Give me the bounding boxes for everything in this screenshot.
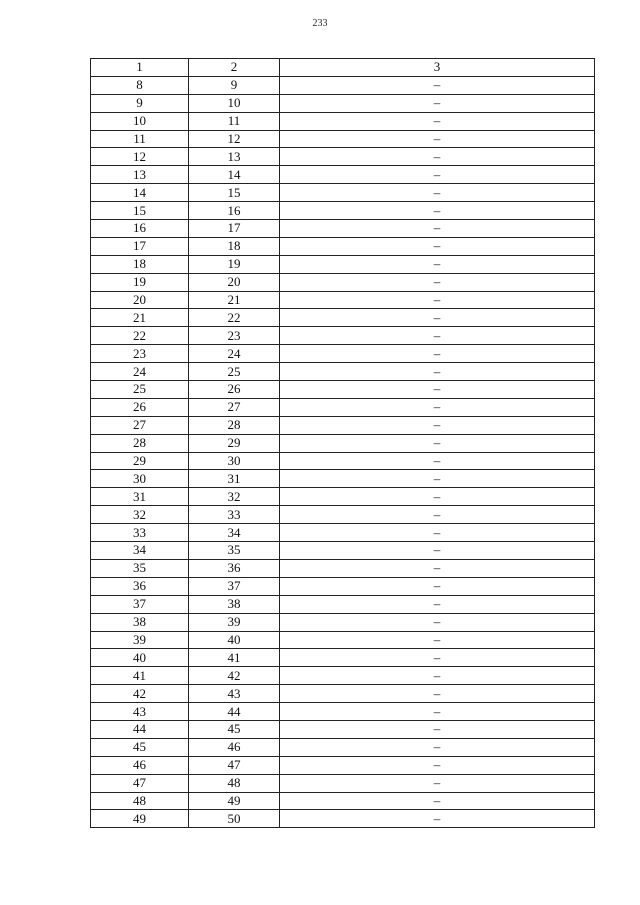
table-cell-col-2: 26: [189, 381, 280, 399]
table-cell-col-3: –: [280, 237, 595, 255]
table-cell-col-1: 47: [91, 774, 189, 792]
table-row: [91, 434, 595, 452]
table-row: [91, 470, 595, 488]
table-cell-col-2: 16: [189, 202, 280, 220]
table-cell-col-2: 38: [189, 595, 280, 613]
table-cell-col-1: 21: [91, 309, 189, 327]
column-header-2: 2: [189, 59, 280, 77]
table-cell-col-3: –: [280, 667, 595, 685]
table-row: [91, 577, 595, 595]
table-cell-col-2: 18: [189, 237, 280, 255]
table-cell-col-1: 36: [91, 577, 189, 595]
table-cell-col-1: 10: [91, 112, 189, 130]
table-row: [91, 559, 595, 577]
table-cell-col-1: 11: [91, 130, 189, 148]
table-row: [91, 613, 595, 631]
table-row: [91, 220, 595, 238]
table-cell-col-1: 41: [91, 667, 189, 685]
table-cell-col-3: –: [280, 470, 595, 488]
table-cell-col-1: 9: [91, 94, 189, 112]
table-cell-col-3: –: [280, 291, 595, 309]
table-cell-col-1: 24: [91, 363, 189, 381]
table-row: [91, 488, 595, 506]
table-cell-col-2: 43: [189, 685, 280, 703]
table-row: [91, 595, 595, 613]
table-cell-col-2: 36: [189, 559, 280, 577]
table-cell-col-2: 35: [189, 542, 280, 560]
table-cell-col-3: –: [280, 631, 595, 649]
table-cell-col-1: 27: [91, 416, 189, 434]
table-cell-col-2: 48: [189, 774, 280, 792]
table-row: [91, 255, 595, 273]
table-row: [91, 756, 595, 774]
table-cell-col-1: 15: [91, 202, 189, 220]
table-cell-col-3: –: [280, 649, 595, 667]
table-cell-col-1: 25: [91, 381, 189, 399]
table-cell-col-1: 17: [91, 237, 189, 255]
table-cell-col-1: 43: [91, 703, 189, 721]
table-cell-col-3: –: [280, 542, 595, 560]
table-row: [91, 524, 595, 542]
table-cell-col-3: –: [280, 94, 595, 112]
table-cell-col-3: –: [280, 255, 595, 273]
table-cell-col-1: 28: [91, 434, 189, 452]
table-cell-col-3: –: [280, 524, 595, 542]
table-cell-col-1: 45: [91, 738, 189, 756]
table-cell-col-2: 50: [189, 810, 280, 828]
table-cell-col-1: 40: [91, 649, 189, 667]
table-row: [91, 202, 595, 220]
table-row: [91, 667, 595, 685]
table-cell-col-3: –: [280, 76, 595, 94]
table-cell-col-3: –: [280, 273, 595, 291]
table-cell-col-2: 14: [189, 166, 280, 184]
table-cell-col-1: 31: [91, 488, 189, 506]
table-cell-col-2: 41: [189, 649, 280, 667]
table-row: [91, 184, 595, 202]
table-row: [91, 345, 595, 363]
table-cell-col-3: –: [280, 130, 595, 148]
table-row: [91, 327, 595, 345]
table-cell-col-3: –: [280, 452, 595, 470]
table-cell-col-2: 19: [189, 255, 280, 273]
table-cell-col-3: –: [280, 595, 595, 613]
table-cell-col-1: 38: [91, 613, 189, 631]
column-header-1: 1: [91, 59, 189, 77]
table-cell-col-3: –: [280, 488, 595, 506]
table-cell-col-3: –: [280, 184, 595, 202]
table-cell-col-1: 23: [91, 345, 189, 363]
table-row: [91, 774, 595, 792]
table-cell-col-1: 48: [91, 792, 189, 810]
table-cell-col-1: 37: [91, 595, 189, 613]
table-cell-col-1: 13: [91, 166, 189, 184]
table-cell-col-2: 30: [189, 452, 280, 470]
table-cell-col-3: –: [280, 577, 595, 595]
table-cell-col-1: 29: [91, 452, 189, 470]
table-cell-col-3: –: [280, 810, 595, 828]
table-row: [91, 703, 595, 721]
table-cell-col-3: –: [280, 363, 595, 381]
table-cell-col-1: 42: [91, 685, 189, 703]
table-row: [91, 810, 595, 828]
table-row: [91, 237, 595, 255]
table-body: [91, 76, 595, 827]
table-row: [91, 112, 595, 130]
table-row: [91, 738, 595, 756]
table-cell-col-2: 40: [189, 631, 280, 649]
table-cell-col-2: 39: [189, 613, 280, 631]
table-cell-col-3: –: [280, 202, 595, 220]
table-cell-col-1: 8: [91, 76, 189, 94]
table-cell-col-2: 45: [189, 720, 280, 738]
table-row: [91, 76, 595, 94]
table-cell-col-1: 49: [91, 810, 189, 828]
table-cell-col-1: 30: [91, 470, 189, 488]
table-cell-col-3: –: [280, 166, 595, 184]
table-cell-col-3: –: [280, 774, 595, 792]
table-cell-col-3: –: [280, 416, 595, 434]
table-cell-col-3: –: [280, 559, 595, 577]
table-row: [91, 685, 595, 703]
table-row: [91, 649, 595, 667]
table-cell-col-2: 24: [189, 345, 280, 363]
column-header-3: 3: [280, 59, 595, 77]
table-cell-col-3: –: [280, 381, 595, 399]
table-cell-col-1: 22: [91, 327, 189, 345]
table-cell-col-2: 22: [189, 309, 280, 327]
table-cell-col-3: –: [280, 148, 595, 166]
table-cell-col-2: 10: [189, 94, 280, 112]
table-cell-col-1: 35: [91, 559, 189, 577]
table-cell-col-1: 34: [91, 542, 189, 560]
table-row: [91, 130, 595, 148]
table-row: [91, 792, 595, 810]
table-cell-col-2: 12: [189, 130, 280, 148]
table-cell-col-2: 15: [189, 184, 280, 202]
table-row: [91, 506, 595, 524]
table-cell-col-3: –: [280, 327, 595, 345]
table-cell-col-1: 18: [91, 255, 189, 273]
table-cell-col-2: 37: [189, 577, 280, 595]
table-cell-col-2: 49: [189, 792, 280, 810]
table-cell-col-2: 25: [189, 363, 280, 381]
table-cell-col-3: –: [280, 703, 595, 721]
table-row: [91, 542, 595, 560]
table-cell-col-3: –: [280, 685, 595, 703]
table-cell-col-3: –: [280, 220, 595, 238]
table-cell-col-2: 20: [189, 273, 280, 291]
table-cell-col-1: 20: [91, 291, 189, 309]
table-cell-col-2: 42: [189, 667, 280, 685]
table-cell-col-2: 46: [189, 738, 280, 756]
table-cell-col-2: 34: [189, 524, 280, 542]
table-cell-col-2: 13: [189, 148, 280, 166]
table-cell-col-2: 23: [189, 327, 280, 345]
table-cell-col-3: –: [280, 720, 595, 738]
table-cell-col-1: 19: [91, 273, 189, 291]
table-row: [91, 631, 595, 649]
table-cell-col-1: 46: [91, 756, 189, 774]
table-cell-col-2: 29: [189, 434, 280, 452]
table-cell-col-1: 16: [91, 220, 189, 238]
table-row: [91, 291, 595, 309]
table-cell-col-2: 28: [189, 416, 280, 434]
table-cell-col-3: –: [280, 738, 595, 756]
table-row: [91, 398, 595, 416]
table-cell-col-3: –: [280, 756, 595, 774]
table-cell-col-1: 14: [91, 184, 189, 202]
table-cell-col-1: 12: [91, 148, 189, 166]
table-cell-col-3: –: [280, 792, 595, 810]
table-cell-col-2: 9: [189, 76, 280, 94]
table-cell-col-2: 44: [189, 703, 280, 721]
table-cell-col-1: 39: [91, 631, 189, 649]
table-cell-col-2: 47: [189, 756, 280, 774]
table-cell-col-2: 31: [189, 470, 280, 488]
table-row: [91, 94, 595, 112]
table-cell-col-3: –: [280, 112, 595, 130]
table-cell-col-3: –: [280, 506, 595, 524]
table-cell-col-2: 27: [189, 398, 280, 416]
table-cell-col-3: –: [280, 398, 595, 416]
table-row: [91, 416, 595, 434]
table-row: [91, 363, 595, 381]
table-cell-col-1: 26: [91, 398, 189, 416]
table-cell-col-3: –: [280, 309, 595, 327]
table-cell-col-1: 44: [91, 720, 189, 738]
table-row: [91, 381, 595, 399]
table-cell-col-2: 33: [189, 506, 280, 524]
table-cell-col-3: –: [280, 345, 595, 363]
table-row: [91, 309, 595, 327]
table-cell-col-2: 11: [189, 112, 280, 130]
table-row: [91, 166, 595, 184]
table-row: [91, 720, 595, 738]
table-cell-col-2: 17: [189, 220, 280, 238]
table-cell-col-1: 32: [91, 506, 189, 524]
table-row: [91, 148, 595, 166]
data-table: [90, 58, 595, 828]
table-row: [91, 273, 595, 291]
table-row: [91, 452, 595, 470]
table-header-row: [91, 59, 595, 77]
table-cell-col-2: 32: [189, 488, 280, 506]
page-number: 233: [312, 18, 328, 29]
table-cell-col-3: –: [280, 613, 595, 631]
table-cell-col-2: 21: [189, 291, 280, 309]
table-cell-col-3: –: [280, 434, 595, 452]
table-cell-col-1: 33: [91, 524, 189, 542]
